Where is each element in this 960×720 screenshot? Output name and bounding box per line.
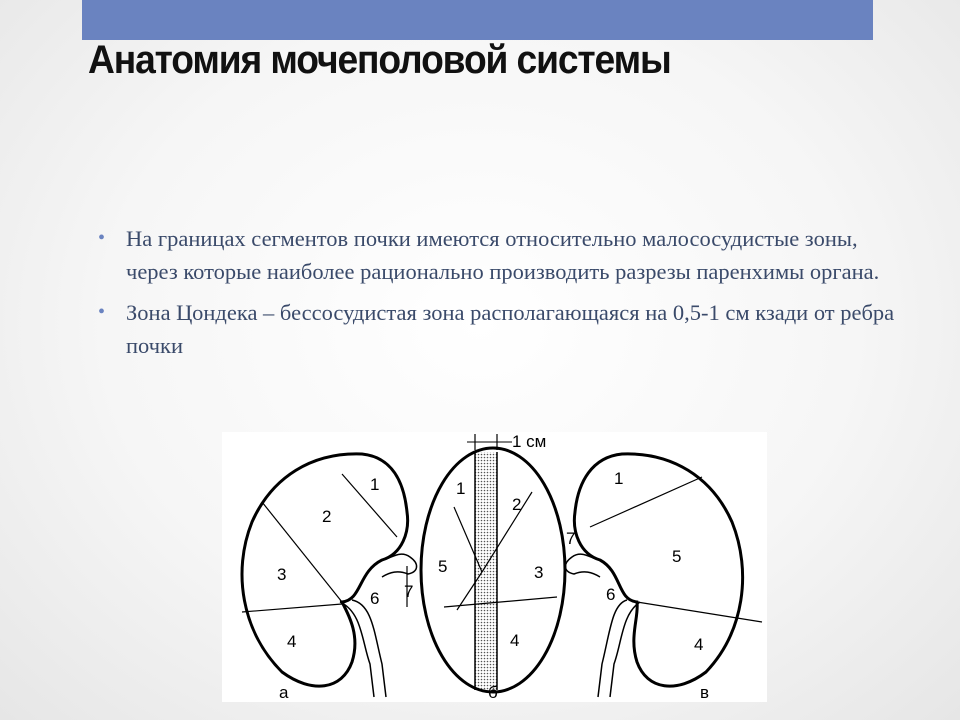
kidney-b-label-5: 5 bbox=[438, 557, 448, 576]
kidney-a bbox=[242, 454, 417, 697]
kidney-c-label-4: 4 bbox=[694, 635, 704, 654]
bullet-icon: • bbox=[98, 301, 106, 323]
panel-label-b: б bbox=[488, 683, 498, 702]
bullet-list bbox=[98, 222, 898, 370]
kidney-c bbox=[565, 454, 762, 697]
kidney-a-label-3: 3 bbox=[277, 565, 287, 584]
bullet-text: Зона Цондека – бессосудистая зона располагающаяся на 0,5-1 см кзади от ребра почки bbox=[126, 300, 895, 358]
kidney-c-label-1: 1 bbox=[614, 469, 624, 488]
panel-label-a: а bbox=[279, 683, 289, 702]
kidney-a-label-1: 1 bbox=[370, 475, 380, 494]
bullet-item bbox=[98, 222, 898, 288]
kidney-b-label-2: 2 bbox=[512, 495, 522, 514]
kidney-b-label-1: 1 bbox=[456, 479, 466, 498]
panel-label-c: в bbox=[700, 683, 710, 702]
kidney-diagram bbox=[222, 432, 767, 702]
slide-title: Анатомия мочеполовой системы bbox=[88, 38, 671, 82]
kidney-c-label-6: 6 bbox=[606, 585, 616, 604]
kidney-b-label-3: 3 bbox=[534, 563, 544, 582]
kidney-a-label-7: 7 bbox=[404, 582, 414, 601]
kidney-segments-figure bbox=[222, 432, 767, 702]
kidney-a-label-4: 4 bbox=[287, 632, 297, 651]
header-accent-bar bbox=[82, 0, 873, 40]
bullet-text: На границах сегментов почки имеются относительно малососудистые зоны, через которые наиболее рационально производить разрезы паренхимы органа. bbox=[126, 226, 880, 284]
scale-label: 1 см bbox=[512, 432, 547, 451]
kidney-b-label-4: 4 bbox=[510, 631, 520, 650]
bullet-item bbox=[98, 296, 898, 362]
kidney-c-label-5: 5 bbox=[672, 547, 682, 566]
kidney-a-label-2: 2 bbox=[322, 507, 332, 526]
kidney-a-label-6: 6 bbox=[370, 589, 380, 608]
kidney-c-label-7: 7 bbox=[566, 529, 576, 548]
bullet-icon: • bbox=[98, 227, 106, 249]
